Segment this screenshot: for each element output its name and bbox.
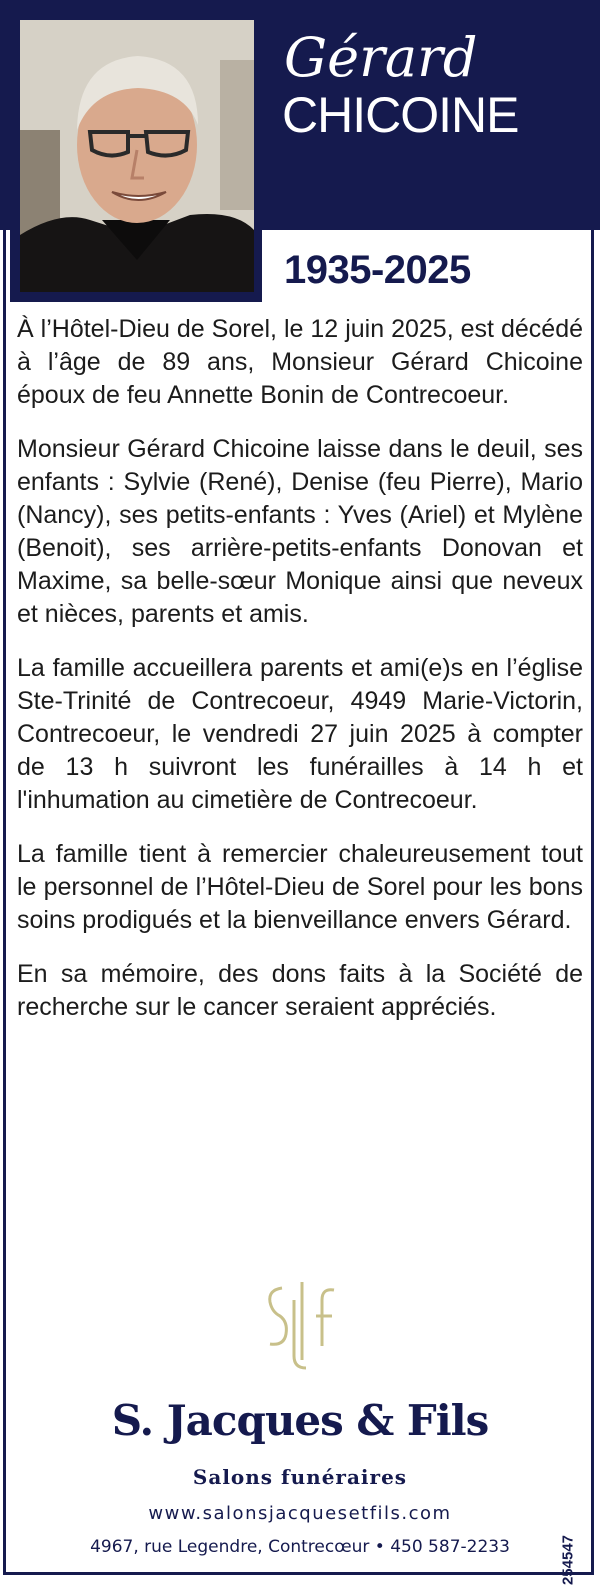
- funeral-home-subtitle: Salons funéraires: [192, 1465, 408, 1489]
- paragraph-donations: En sa mémoire, des dons faits à la Société de recherche sur le cancer seraient appréciés.: [17, 960, 583, 1021]
- paragraph-death-notice: À l’Hôtel-Dieu de Sorel, le 12 juin 2025, est décédé à l’âge de 89 ans, Monsieur Gérard Chicoine époux de feu Annette Bonin de Contrecoeur.: [17, 315, 583, 409]
- ad-number-box: [560, 1530, 576, 1590]
- funeral-home-website[interactable]: www.salonsjacquesetfils.com: [148, 1503, 452, 1524]
- last-name: CHICOINE: [282, 87, 519, 143]
- paragraph-family: Monsieur Gérard Chicoine laisse dans le deuil, ses enfants : Sylvie (René), Denise (feu Pierre), Mario (Nancy), ses petits-enfants : Yves (Ariel) et Mylène (Benoit), ses arrière-petits-enfants Donovan et Maxime, sa belle-sœur Monique ainsi que neveux et nièces, parents et amis.: [17, 435, 583, 628]
- monogram-icon: [262, 1280, 342, 1378]
- paragraph-visitation: La famille accueillera parents et ami(e)s en l’église Ste-Trinité de Contrecoeur, 4949 Marie-Victorin, Contrecoeur, le vendredi 27 juin 2025 à compter de 13 h suivront les funérailles à 14 h et l'inhumation au cimetière de Contrecoeur.: [17, 654, 583, 814]
- first-name: Gérard: [284, 26, 478, 89]
- funeral-home-name: S. Jacques & Fils: [111, 1396, 489, 1445]
- obituary-text: [17, 313, 583, 1045]
- life-years: 1935-2025: [284, 248, 471, 292]
- funeral-home-address: 4967, rue Legendre, Contrecœur • 450 587-2233: [90, 1537, 510, 1557]
- portrait-photo: [20, 20, 254, 292]
- ad-number: 254547: [559, 1534, 577, 1586]
- paragraph-thanks: La famille tient à remercier chaleureusement tout le personnel de l’Hôtel-Dieu de Sorel pour les bons soins prodigués et la bienveillance envers Gérard.: [17, 840, 583, 934]
- sjf-monogram-logo: [262, 1280, 342, 1378]
- portrait-illustration: [20, 20, 254, 292]
